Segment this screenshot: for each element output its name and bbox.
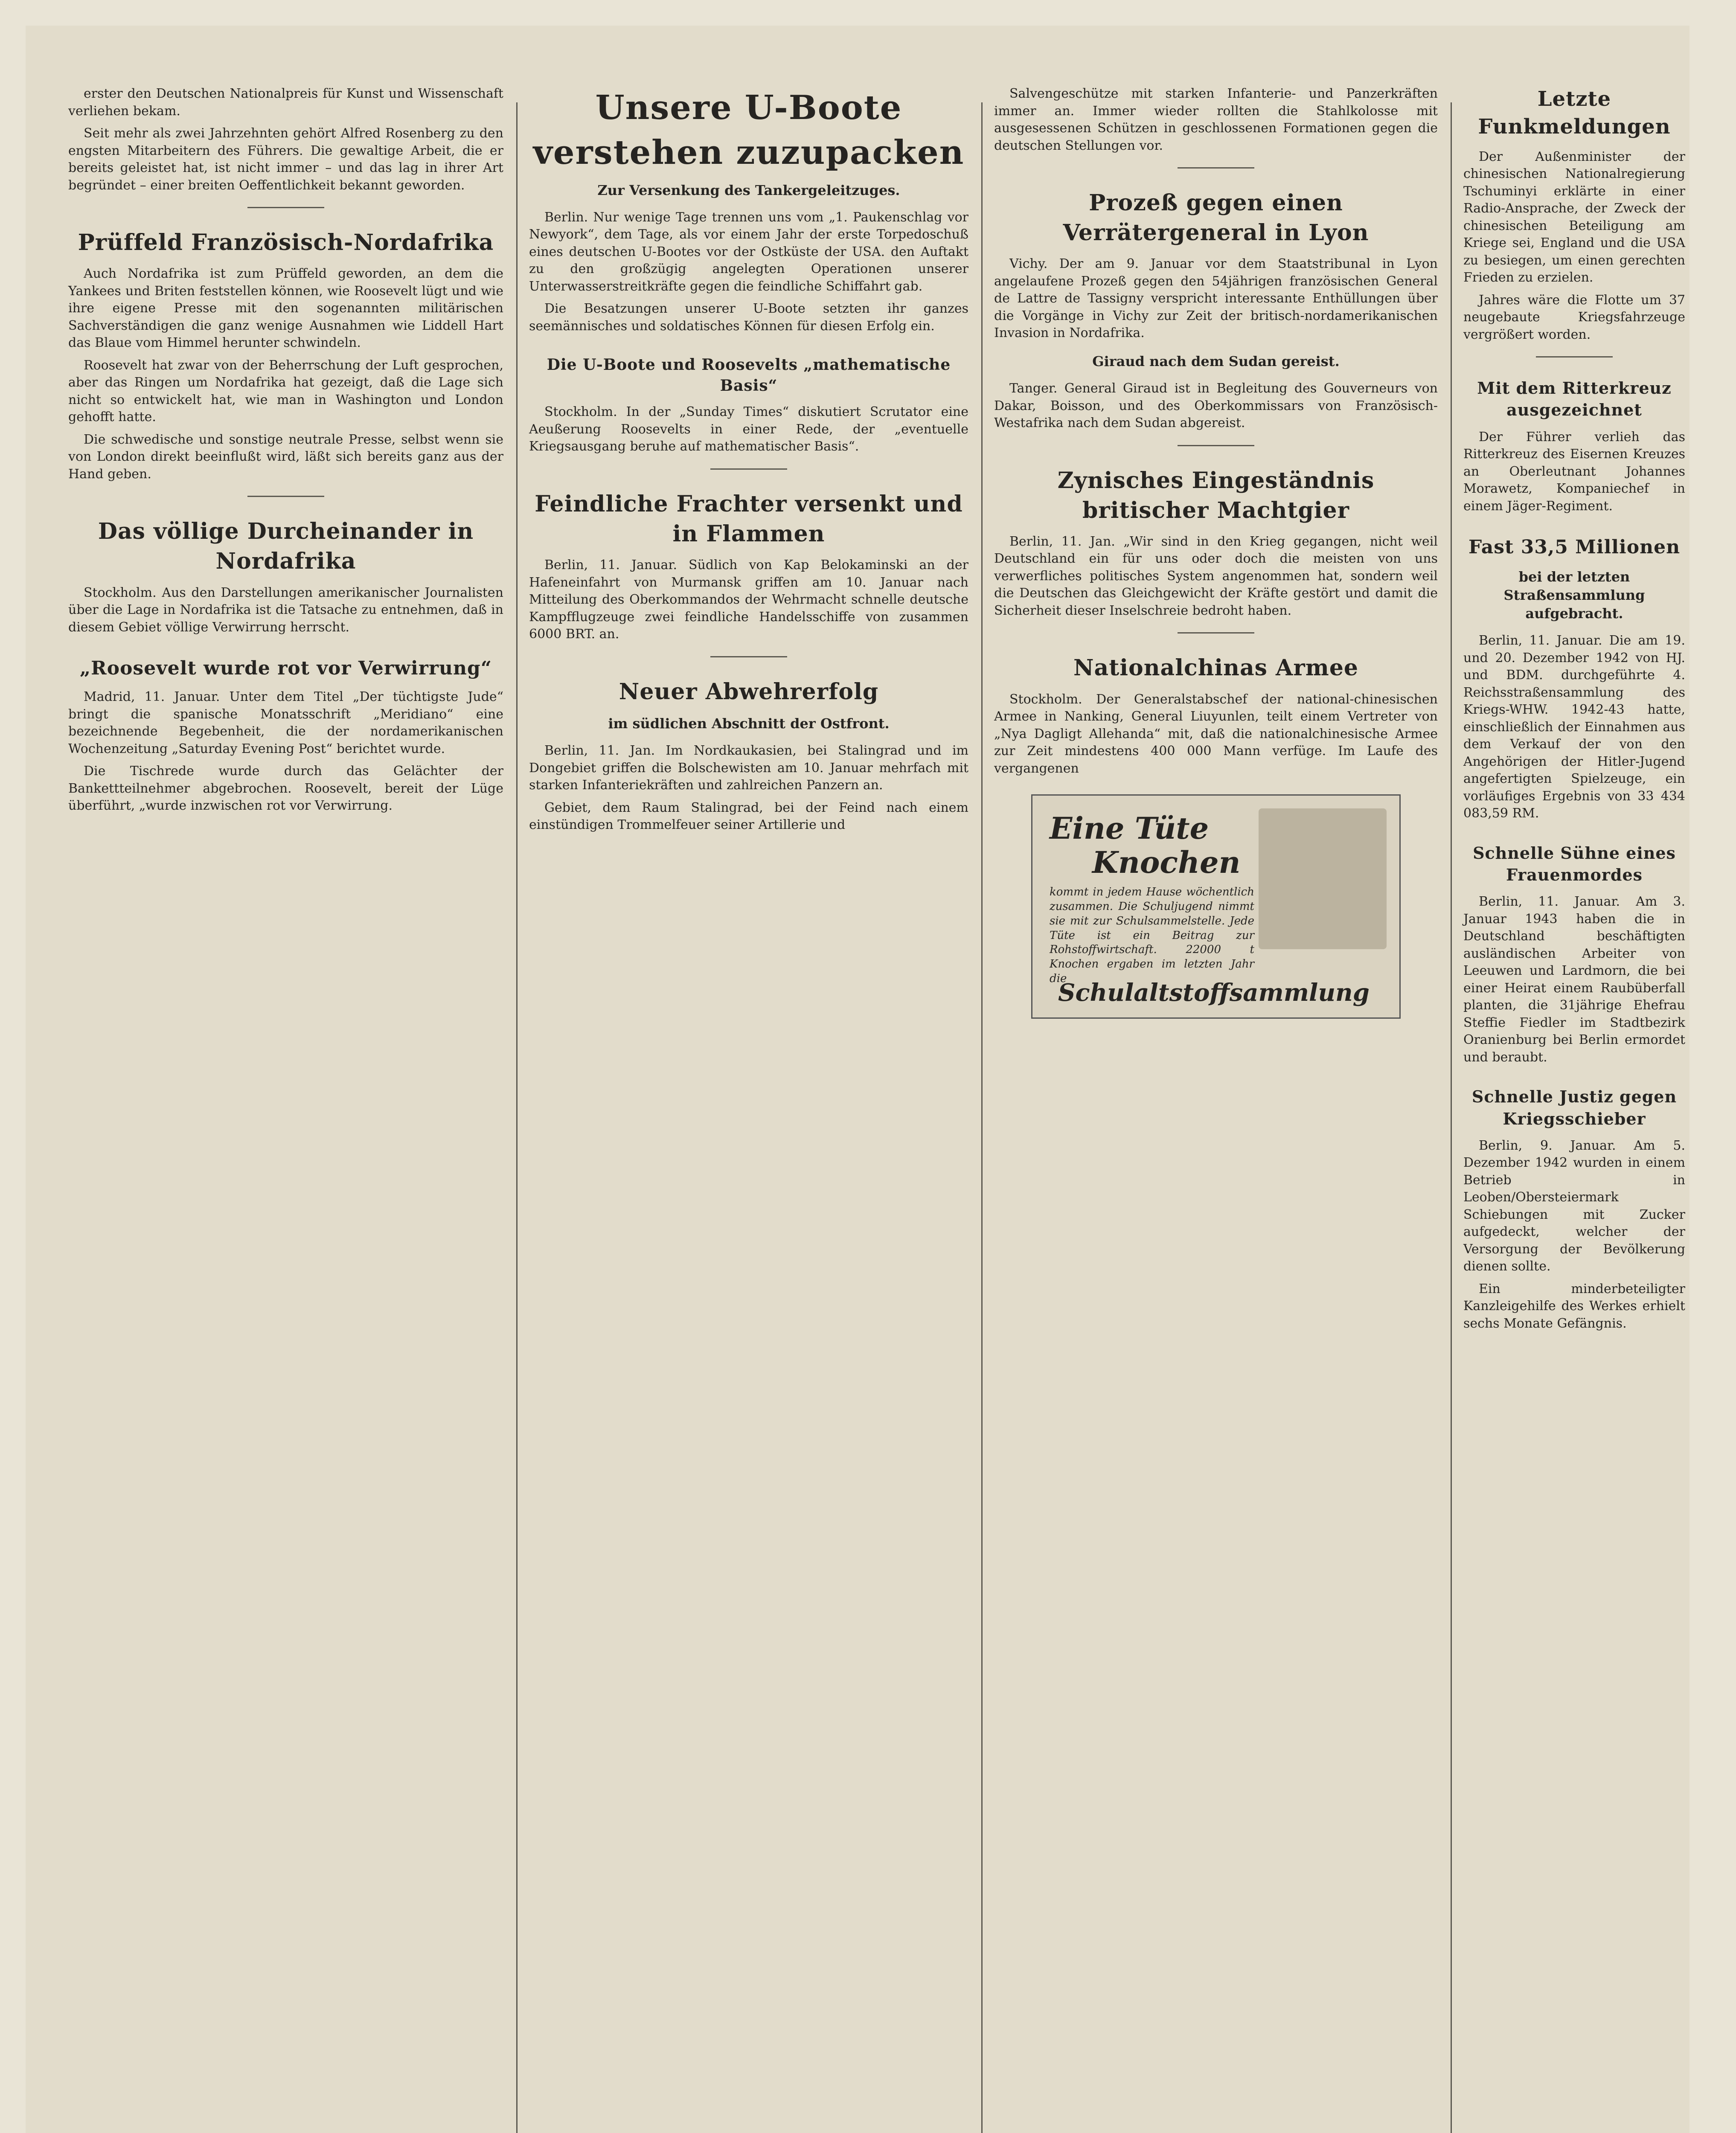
article-text: Tanger. General Giraud ist in Begleitung des Gouverneurs von Dakar, Boisson, und des Oberkommissars von Französisch-Westafrika nach dem Sudan abgereist. bbox=[994, 381, 1438, 431]
section-rule bbox=[1178, 167, 1254, 169]
subheadline: bei der letzten Straßensammlung aufgebracht. bbox=[1503, 568, 1645, 622]
column-divider bbox=[1451, 102, 1452, 2133]
subheadline: Giraud nach dem Sudan gereist. bbox=[1092, 353, 1340, 369]
headline: Prüffeld Französisch-Nordafrika bbox=[78, 230, 494, 256]
ad-title: Eine Tüte bbox=[1050, 811, 1209, 846]
article-text: Salvengeschütze mit starken Infanterie- und Panzerkräften immer an. Immer wieder rollten die Stahlkolosse mit ausgesessenen Schützen in geschlossenen Formationen gegen die deutschen Stellungen vor. bbox=[994, 86, 1438, 153]
ad-footer: Schulaltstoffsammlung bbox=[1058, 978, 1370, 1007]
column-divider bbox=[981, 102, 983, 2133]
section-rule bbox=[710, 656, 787, 657]
headline: Schnelle Justiz gegen Kriegsschieber bbox=[1471, 1087, 1677, 1128]
article-text: Die Tischrede wurde durch das Gelächter der Bankettteilnehmer abgebrochen. Roosevelt, bereit der Lüge überführt, „wurde inzwischen rot vor Verwirrung. bbox=[68, 764, 503, 814]
headline: Schnelle Sühne eines Frauenmordes bbox=[1473, 843, 1676, 884]
article-text: Berlin, 11. Januar. Die am 19. und 20. Dezember 1942 von HJ. und BDM. durchgeführte 4. Reichsstraßensammlung des Kriegs-WHW. 1942-43 hatte, einschließlich der Einnahmen aus dem Verkauf der von den Angehörigen der Hitler-Jugend angefertigten Spielzeuge, ein vorläufiges Ergebnis von 33 434 083,59 RM. bbox=[1463, 633, 1685, 821]
headline: Zynisches Eingeständnis britischer Machtgier bbox=[1057, 467, 1375, 523]
article-text: Stockholm. In der „Sunday Times“ diskutiert Scrutator eine Aeußerung Roosevelts in einer Rede, der „eventuelle Kriegsausgang beruhe auf mathematischer Basis“. bbox=[529, 404, 968, 454]
headline: Letzte Funkmeldungen bbox=[1478, 87, 1671, 139]
article-text: Ein minderbeteiligter Kanzleigehilfe des Werkes erhielt sechs Monate Gefängnis. bbox=[1463, 1281, 1685, 1331]
article-text: Der Außenminister der chinesischen Nationalregierung Tschuminyi erklärte in einer Radio-Ansprache, der Zweck der chinesischen Beteiligung am Kriege sei, England und die USA zu besiegen, um einen gerechten Frieden zu erzielen. bbox=[1463, 149, 1685, 285]
article-text: erster den Deutschen Nationalpreis für Kunst und Wissenschaft verliehen bekam. bbox=[68, 86, 503, 119]
section-rule bbox=[1178, 445, 1254, 446]
column-divider bbox=[516, 102, 518, 2133]
headline: Fast 33,5 Millionen bbox=[1468, 536, 1681, 558]
headline: Mit dem Ritterkreuz ausgezeichnet bbox=[1477, 378, 1672, 420]
article-text: Auch Nordafrika ist zum Prüffeld geworden, an dem die Yankees und Briten feststellen können, wie Roosevelt lügt und wie ihre eigene Presse mit den sogenannten militärischen Sachverständigen die ganz wenige Ausnahmen wie Liddell Hart das Blaue vom Himmel herunter schwindeln. bbox=[68, 266, 503, 351]
section-rule bbox=[1536, 356, 1613, 357]
column-3 bbox=[994, 85, 1438, 2133]
ad-text: kommt in jedem Hause wöchentlich zusammen. Die Schuljugend nimmt sie mit zur Schulsammelstelle. Jede Tüte ist ein Beitrag zur Rohstoffwirtschaft. 22000 t Knochen ergaben im letzten Jahr die bbox=[1050, 886, 1254, 985]
headline: Das völlige Durcheinander in Nordafrika bbox=[98, 518, 474, 575]
column-1 bbox=[68, 85, 503, 2133]
column-4 bbox=[1463, 85, 1685, 2133]
article-text: Roosevelt hat zwar von der Beherrschung der Luft gesprochen, aber das Ringen um Nordafrika hat gezeigt, daß die Lage sich nicht so entwickelt hat, wie man in Washington und London gehofft hatte. bbox=[68, 357, 503, 425]
article-text: Seit mehr als zwei Jahrzehnten gehört Alfred Rosenberg zu den engsten Mitarbeitern des Führers. Die gewaltige Arbeit, die er bereits geleistet hat, ist nicht immer – und das lag in ihrer Art begründet – einer breiten Oeffentlichkeit bekannt geworden. bbox=[68, 126, 503, 193]
advertisement bbox=[1031, 794, 1401, 1019]
article-text: Madrid, 11. Januar. Unter dem Titel „Der tüchtigste Jude“ bringt die spanische Monatsschrift „Meridiano“ eine bezeichnende Begebenheit, die der nordamerikanischen Wochenzeitung „Saturday Evening Post“ berichtet wurde. bbox=[68, 689, 503, 756]
article-text: Die schwedische und sonstige neutrale Presse, selbst wenn sie von London direkt beeinflußt wird, läßt sich bereits ganz aus der Hand geben. bbox=[68, 432, 503, 482]
article-text: Vichy. Der am 9. Januar vor dem Staatstribunal in Lyon angelaufene Prozeß gegen den 54jährigen französischen General de Lattre de Tassigny verspricht interessante Enthüllungen über die Vorgänge in Vichy zur Zeit der britisch-nordamerikanischen Invasion in Nordafrika. bbox=[994, 256, 1438, 341]
headline: Die U-Boote und Roosevelts „mathematische Basis“ bbox=[547, 356, 951, 395]
subheadline: Zur Versenkung des Tankergeleitzuges. bbox=[597, 182, 900, 198]
article-text: Jahres wäre die Flotte um 37 neugebaute Kriegsfahrzeuge vergrößert worden. bbox=[1463, 292, 1685, 342]
article-text: Gebiet, dem Raum Stalingrad, bei der Feind nach einem einstündigen Trommelfeuer seiner Artillerie und bbox=[529, 800, 968, 833]
article-text: Stockholm. Der Generalstabschef der national-chinesischen Armee in Nanking, General Liuyunlen, teilt einem Vertreter von „Nya Dagligt Allehanda“ mit, daß die nationalchinesische Armee zur Zeit mindestens 400 000 Mann verfüge. Im Laufe des vergangenen bbox=[994, 692, 1438, 776]
headline: Prozeß gegen einen Verrätergeneral in Lyon bbox=[1063, 190, 1369, 246]
article-text: Berlin, 9. Januar. Am 5. Dezember 1942 wurden in einem Betrieb in Leoben/Obersteiermark Schiebungen mit Zucker aufgedeckt, welcher der Versorgung der Bevölkerung dienen sollte. bbox=[1463, 1138, 1685, 1274]
headline: Nationalchinas Armee bbox=[1073, 655, 1358, 681]
headline: „Roosevelt wurde rot vor Verwirrung“ bbox=[79, 657, 492, 680]
article-text: Berlin, 11. Jan. Im Nordkaukasien, bei Stalingrad und im Dongebiet griffen die Bolschewisten am 10. Januar mehrfach mit starken Infanteriekräften und zahlreichen Panzern an. bbox=[529, 743, 968, 793]
subheadline: im südlichen Abschnitt der Ostfront. bbox=[608, 715, 890, 732]
article-text: Berlin, 11. Jan. „Wir sind in den Krieg gegangen, nicht weil Deutschland ein für uns oder doch die meisten von uns verwerfliches politisches System angenommen hat, sondern weil die Deutschen das Gleichgewicht der Kräfte gestört und damit die Sicherheit dieser Inselschreie bedroht haben. bbox=[994, 534, 1438, 618]
section-rule bbox=[710, 468, 787, 470]
headline: Feindliche Frachter versenkt und in Flammen bbox=[535, 491, 963, 547]
headline: Neuer Abwehrerfolg bbox=[619, 678, 879, 705]
article-text: Die Besatzungen unserer U-Boote setzten ihr ganzes seemännisches und soldatisches Können für diesen Erfolg ein. bbox=[529, 301, 968, 334]
article-text: Berlin, 11. Januar. Südlich von Kap Belokaminski an der Hafeneinfahrt von Murmansk griffen am 10. Januar nach Mitteilung des Oberkommandos der Wehrmacht schnelle deutsche Kampfflugzeuge zwei feindliche Handelsschiffe von zusammen 6000 BRT. an. bbox=[529, 558, 968, 642]
article-text: Der Führer verlieh das Ritterkreuz des Eisernen Kreuzes an Oberleutnant Johannes Morawetz, Kompaniechef in einem Jäger-Regiment. bbox=[1463, 429, 1685, 514]
article-text: Berlin, 11. Januar. Am 3. Januar 1943 haben die in Deutschland beschäftigten ausländischen Arbeiter von Leeuwen und Lardmorn, die bei einer Heirat einem Raubüberfall planten, die 31jährige Ehefrau Steffie Fiedler im Stadtbezirk Oranienburg bei Berlin ermordet und beraubt. bbox=[1463, 894, 1685, 1065]
article-text: Berlin. Nur wenige Tage trennen uns vom „1. Paukenschlag vor Newyork“, dem Tage, als vor einem Jahr der erste Torpedoschuß eines deutschen U-Bootes vor der Ostküste der USA. den Auftakt zu den großzügig angelegten Operationen unserer Unterwasserstreitkräfte gegen die feindliche Schiffahrt gab. bbox=[529, 209, 968, 294]
newspaper-page bbox=[26, 26, 1689, 2133]
ad-title: Knochen bbox=[1092, 845, 1241, 881]
article-text: Stockholm. Aus den Darstellungen amerikanischer Journalisten über die Lage in Nordafrika ist die Tatsache zu entnehmen, daß in diesem Gebiet völlige Verwirrung herrscht. bbox=[68, 585, 503, 635]
column-2 bbox=[529, 85, 968, 2133]
section-rule bbox=[1178, 632, 1254, 634]
section-rule bbox=[247, 496, 324, 497]
main-headline: Unsere U-Boote verstehen zuzupacken bbox=[533, 88, 965, 172]
ad-illustration bbox=[1259, 808, 1387, 949]
section-rule bbox=[247, 207, 324, 208]
